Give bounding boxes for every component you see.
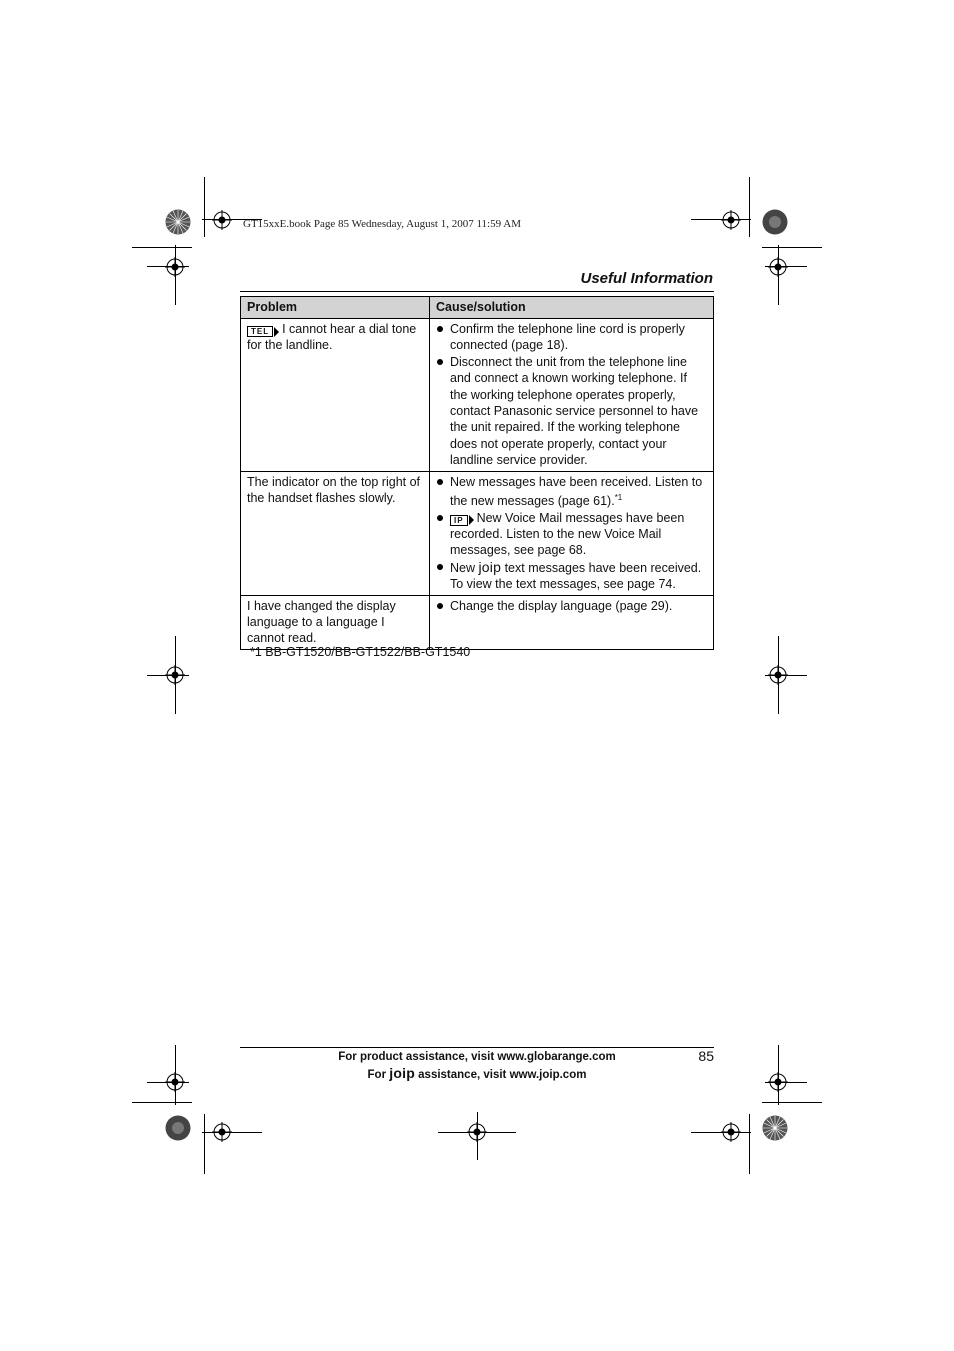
problem-cell [241,595,430,649]
page-number: 85 [698,1048,714,1064]
crosshair-icon [721,210,741,230]
tel-key-icon: TEL [247,326,279,337]
table-header-row [241,297,714,319]
problem-cell [241,319,430,472]
column-header-problem: Problem [241,297,430,319]
assistance-line-2: For joip assistance, visit www.joip.com [367,1065,587,1081]
table-row [241,471,714,595]
problem-cell [241,471,430,595]
joip-logo: joip [389,1065,415,1081]
registration-star-icon [165,209,191,235]
table-row [241,595,714,649]
column-header-cause: Cause/solution [430,297,714,319]
joip-logo: joip [478,558,502,575]
troubleshooting-table [240,296,714,650]
book-info-line: GT15xxE.book Page 85 Wednesday, August 1, 2007 11:59 AM [243,218,521,230]
table-row [241,319,714,472]
footnote-ref: *1 [614,493,623,503]
cause-item: New messages have been received. Listen to the new messages (page 61).$^{*1}$ [436,474,707,510]
cause-item: IP New Voice Mail messages have been recorded. Listen to the new Voice Mail messages, see page 68. [436,510,707,559]
assistance-info [240,1049,714,1083]
problem-text: I cannot hear a dial tone for the landline. [247,322,417,353]
cause-cell [430,319,714,472]
section-title: Useful Information [580,270,713,287]
problem-text: I have changed the display language to a language I cannot read. [247,598,396,646]
cause-item: Confirm the telephone line cord is properly connected (page 18). [436,321,707,354]
cause-item: New joip text messages have been received. To view the text messages, see page 74. [436,559,707,593]
cause-cell [430,471,714,595]
crosshair-icon [212,210,232,230]
cause-item: Disconnect the unit from the telephone line and connect a known working telephone. If the working telephone operates properly, contact Panasonic service personnel to have the unit repaired. If the working telephone does not operate properly, contact your landline service provider. [436,354,707,469]
registration-star-icon [762,1115,788,1141]
ip-key-icon: IP [450,515,474,526]
assistance-line-1: For product assistance, visit www.globarange.com [338,1051,616,1063]
registration-star-icon [762,209,788,235]
cause-cell [430,595,714,649]
cause-item: Change the display language (page 29). [436,598,707,614]
registration-star-icon [165,1115,191,1141]
problem-text: The indicator on the top right of the handset flashes slowly. [247,474,421,506]
footer-rule [240,1047,714,1048]
header-rule [240,291,714,292]
footnote: *1 BB-GT1520/BB-GT1522/BB-GT1540 [250,645,471,659]
